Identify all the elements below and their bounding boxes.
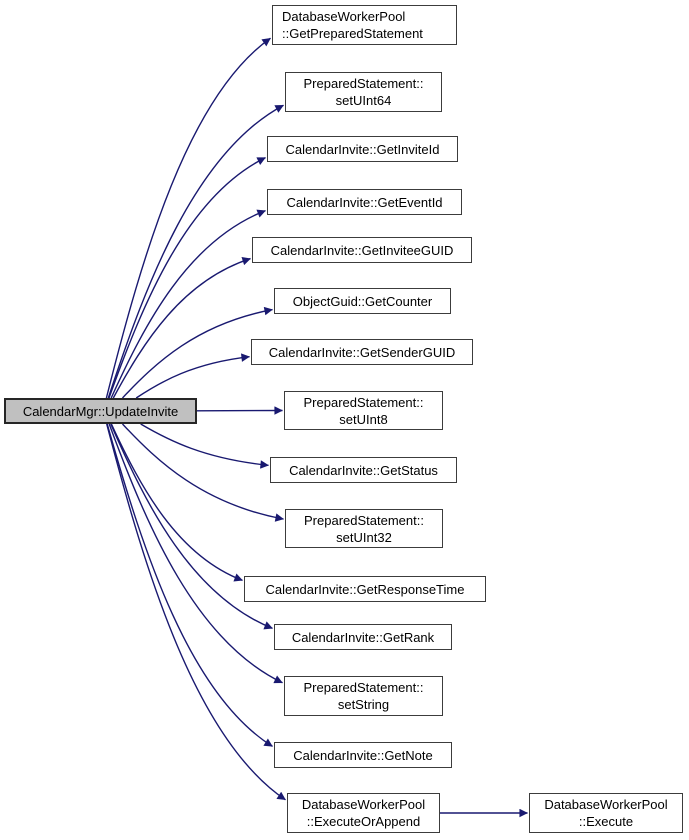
graph-node-calendarinvite-getnote[interactable] — [274, 742, 452, 768]
node-label: CalendarInvite::GetNote — [293, 747, 433, 763]
node-label: CalendarInvite::GetStatus — [289, 462, 438, 478]
graph-node-calendarinvite-getinviteid[interactable] — [267, 136, 458, 162]
node-label: CalendarInvite::GetEventId — [286, 194, 443, 210]
graph-node-preparedstatement-setuint32[interactable] — [285, 509, 443, 548]
call-edge-root-n4 — [111, 211, 265, 398]
node-label: DatabaseWorkerPool — [301, 797, 426, 812]
call-edge-root-n7 — [136, 357, 249, 398]
node-label: ::GetPreparedStatement — [282, 26, 423, 41]
node-label: setUInt64 — [335, 93, 392, 108]
node-label: ObjectGuid::GetCounter — [292, 293, 433, 309]
node-label: PreparedStatement:: — [303, 680, 424, 695]
call-edge-root-n3 — [109, 158, 266, 398]
graph-node-calendarinvite-getstatus[interactable] — [270, 457, 457, 483]
node-label: CalendarInvite::GetResponseTime — [265, 581, 465, 597]
node-label: DatabaseWorkerPool — [282, 9, 406, 24]
graph-node-calendarinvite-getsenderguid[interactable] — [251, 339, 473, 365]
node-label: CalendarInvite::GetSenderGUID — [268, 344, 456, 360]
node-label: ::Execute — [578, 814, 634, 829]
node-label: setUInt8 — [339, 411, 388, 427]
node-label: DatabaseWorkerPool — [544, 797, 668, 812]
graph-node-databaseworkerpool-execute[interactable] — [529, 793, 683, 833]
graph-node-preparedstatement-setuint64[interactable] — [285, 72, 442, 112]
call-edge-root-n5 — [113, 259, 250, 398]
node-label: setString — [337, 697, 390, 712]
call-edge-root-n13 — [109, 424, 282, 683]
graph-node-objectguid-getcounter[interactable] — [274, 288, 451, 314]
graph-node-databaseworkerpool-getpreparedstatement[interactable] — [272, 5, 457, 45]
call-edge-root-n11 — [111, 424, 242, 580]
graph-node-preparedstatement-setuint8[interactable] — [284, 391, 443, 430]
graph-node-calendarinvite-getresponsetime[interactable] — [244, 576, 486, 602]
node-label: CalendarInvite::GetRank — [291, 629, 435, 645]
node-label: PreparedStatement:: — [303, 394, 424, 410]
node-label: ::ExecuteOrAppend — [306, 814, 421, 829]
node-label: CalendarInvite::GetInviteeGUID — [270, 242, 454, 258]
call-edge-root-n1 — [106, 38, 270, 398]
node-label: CalendarMgr::UpdateInvite — [22, 403, 179, 419]
graph-node-calendarinvite-getinviteeguid[interactable] — [252, 237, 472, 263]
graph-node-databaseworkerpool-executeorappend[interactable] — [287, 793, 440, 833]
call-edge-root-n9 — [141, 424, 269, 465]
graph-node-calendarinvite-geteventid[interactable] — [267, 189, 462, 215]
node-label: setUInt32 — [336, 529, 392, 545]
call-edge-root-n15 — [107, 424, 286, 800]
node-label: PreparedStatement:: — [304, 512, 424, 528]
call-edge-root-n6 — [123, 310, 273, 398]
call-edge-root-n10 — [123, 424, 284, 519]
graph-node-preparedstatement-setstring[interactable] — [284, 676, 443, 716]
graph-node-calendarinvite-getrank[interactable] — [274, 624, 452, 650]
graph-node-calendarmgr-updateinvite — [4, 398, 197, 424]
node-label: CalendarInvite::GetInviteId — [285, 141, 440, 157]
node-label: PreparedStatement:: — [303, 76, 424, 91]
